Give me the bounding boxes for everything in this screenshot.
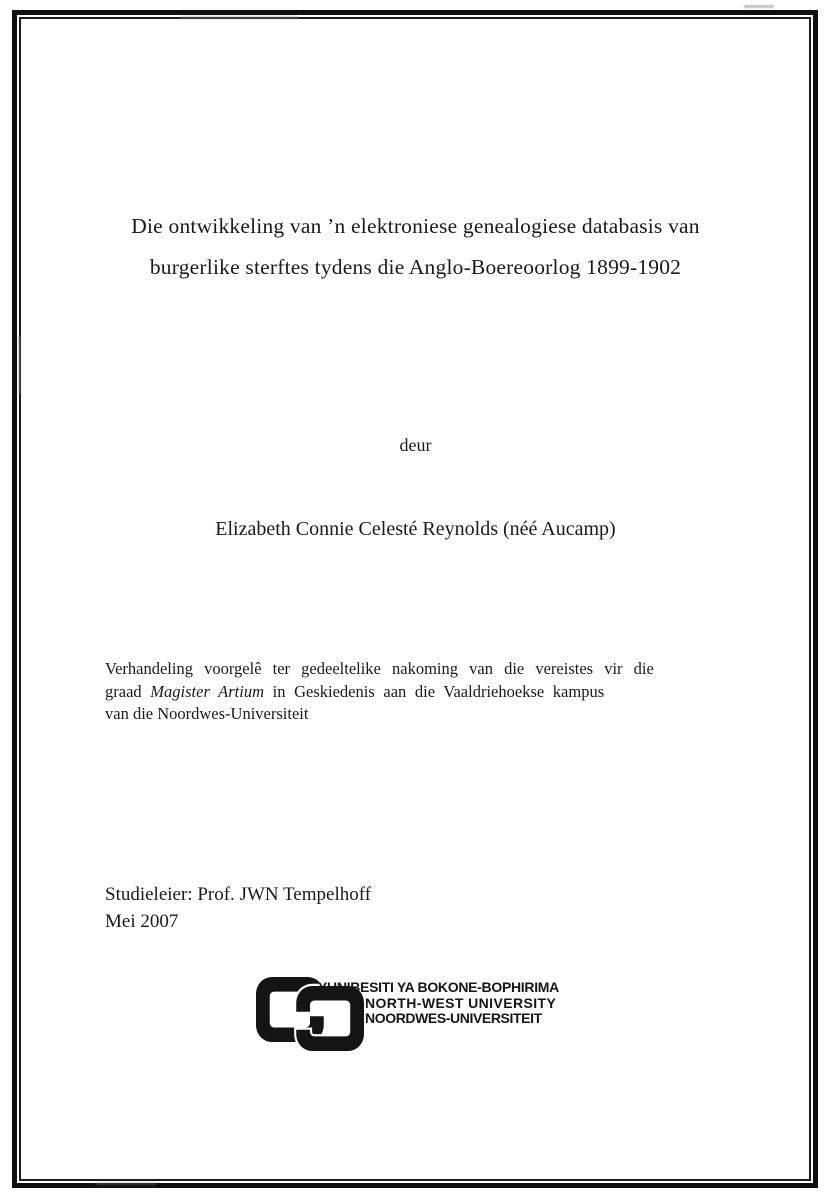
thesis-title-line-2: burgerlike sterftes tydens die Anglo-Boereoorlog 1899-1902 xyxy=(149,255,682,279)
thesis-title-line-1: Die ontwikkeling van ’n elektroniese genealogiese databasis van xyxy=(131,214,700,238)
date-line: Mei 2007 xyxy=(105,910,179,932)
submission-line-3: van die Noordwes-Universiteit xyxy=(105,704,309,724)
logo-text-line-2: NORTH-WEST UNIVERSITY xyxy=(365,995,557,1011)
author-name: Elizabeth Connie Celesté Reynolds (néé Aucamp) xyxy=(215,518,616,540)
scan-artifact xyxy=(96,1182,156,1185)
logo-text-line-3: NOORDWES-UNIVERSITEIT xyxy=(365,1010,542,1026)
submission-line-2-pre: graad xyxy=(105,681,142,701)
submission-line-2-post: in Geskiedenis aan die Vaaldriehoekse kampus xyxy=(272,681,605,701)
degree-name-italic: Magister Artium xyxy=(150,681,265,701)
scan-artifact xyxy=(180,16,298,19)
supervisor-block xyxy=(105,882,371,935)
submission-line-2 xyxy=(105,681,753,704)
supervisor-line: Studieleier: Prof. JWN Tempelhoff xyxy=(105,884,372,905)
byline-deur: deur xyxy=(399,435,432,455)
submission-line-1: Verhandeling voorgelê ter gedeeltelike nakoming van die vereistes vir die xyxy=(105,659,654,678)
logo-text-line-1: YUNIBESITI YA BOKONE-BOPHIRIMA xyxy=(318,979,559,995)
scan-artifact xyxy=(744,5,774,8)
thesis-title xyxy=(60,206,771,288)
university-logo xyxy=(256,977,586,1057)
scan-artifact xyxy=(18,336,21,394)
submission-statement xyxy=(105,658,753,726)
